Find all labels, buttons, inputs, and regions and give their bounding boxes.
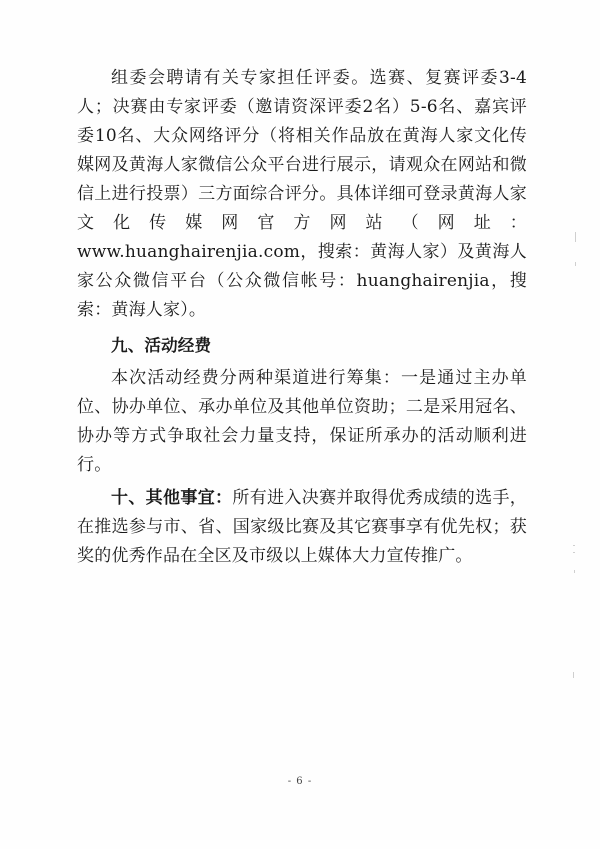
scan-artifact (573, 545, 575, 546)
section-10-paragraph (77, 484, 527, 571)
scan-artifact (573, 672, 574, 678)
section-9-heading: 九、活动经费 (111, 336, 212, 355)
page-number: - 6 - (287, 776, 313, 787)
section-10-heading: 十、其他事宜： (111, 488, 233, 508)
section-10-body: 所有进入决赛并取得优秀成绩的选手，在推选参与市、省、国家级比赛及其它赛事享有优先权；获奖的优秀作品在全区及市级以上媒体大力宣传推广。 (77, 488, 527, 566)
judging-paragraph: 组委会聘请有关专家担任评委。选赛、复赛评委3-4人；决赛由专家评委（邀请资深评委2名）5-6名、嘉宾评委10名、大众网络评分（将相关作品放在黄海人家文化传媒网及黄海人家微信公众平台进行展示，请观众在网站和微信上进行投票）三方面综合评分。具体详细可登录黄海人家文化传媒网官方网站（网址：www.huanghairenjia.com，搜索：黄海人家）及黄海人家公众微信平台（公众微信帐号：huanghairenjia，搜索：黄海人家）。 (77, 68, 527, 320)
section-9-body: 本次活动经费分两种渠道进行筹集：一是通过主办单位、协办单位、承办单位及其他单位资助；二是采用冠名、协办等方式争取社会力量支持，保证所承办的活动顺利进行。 (77, 368, 527, 475)
scan-artifact (574, 570, 575, 573)
document-body (77, 64, 527, 571)
scan-artifact (575, 262, 576, 266)
scan-artifact (575, 232, 576, 242)
scan-artifact (573, 552, 575, 553)
